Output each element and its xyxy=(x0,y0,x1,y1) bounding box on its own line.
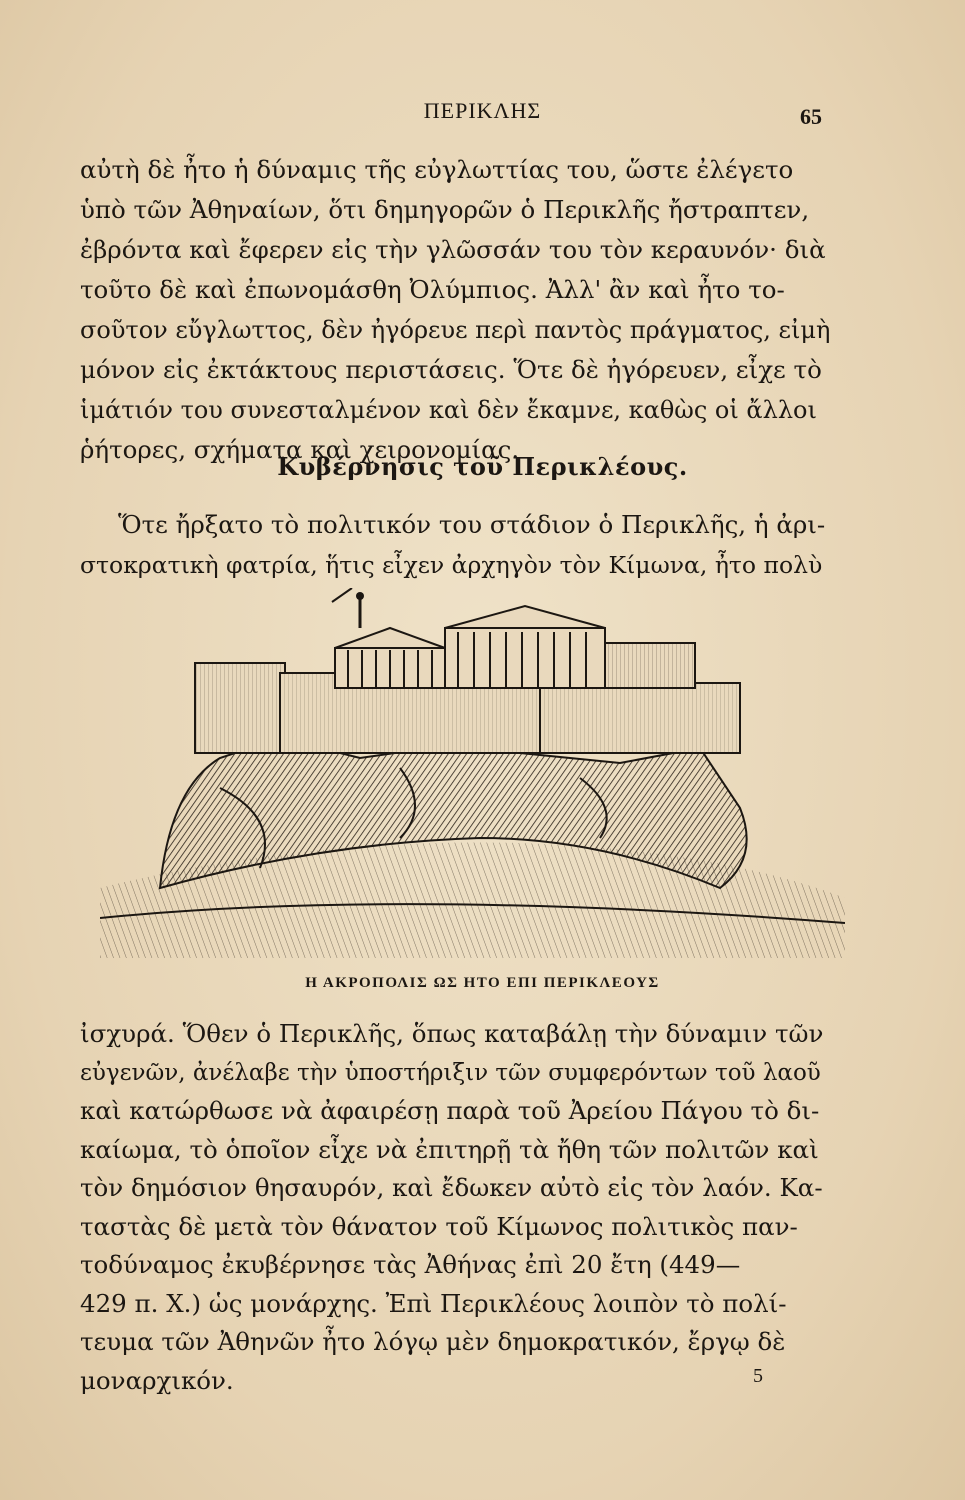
paragraph-2 xyxy=(80,505,830,585)
illustration-caption: Η ΑΚΡΟΠΟΛΙΣ ΩΣ ΗΤΟ ΕΠΙ ΠΕΡΙΚΛΕΟΥΣ xyxy=(305,975,660,991)
text-line: 429 π. Χ.) ὡς μονάρχης. Ἐπὶ Περικλέους λοιπὸν τὸ πολί- xyxy=(80,1288,787,1318)
text-line: καίωμα, τὸ ὁποῖον εἶχε νὰ ἐπιτηρῇ τὰ ἤθη τῶν πολιτῶν καὶ xyxy=(80,1134,819,1164)
page-number-top: 65 xyxy=(800,104,822,129)
page-number-bottom: 5 xyxy=(753,1365,763,1387)
section-heading: Κυβέρνησις τοῦ Περικλέους. xyxy=(277,452,688,481)
text-line: μόνον εἰς ἐκτάκτους περιστάσεις. Ὅτε δὲ ἠγόρευεν, εἶχε τὸ xyxy=(80,355,822,384)
text-line: στοκρατικὴ φατρία, ἥτις εἶχεν ἀρχηγὸν τὸν Κίμωνα, ἦτο πολὺ xyxy=(80,551,823,579)
text-line: αὐτὴ δὲ ἦτο ἡ δύναμις τῆς εὐγλωττίας του, ὥστε ἐλέγετο xyxy=(80,155,794,184)
text-line: τοδύναμος ἐκυβέρνησε τὰς Ἀθήνας ἐπὶ 20 ἔτη (449— xyxy=(80,1250,741,1279)
text-line: εὐγενῶν, ἀνέλαβε τὴν ὑποστήριξιν τῶν συμφερόντων τοῦ λαοῦ xyxy=(80,1059,821,1086)
text-line: ταστὰς δὲ μετὰ τὸν θάνατον τοῦ Κίμωνος πολιτικὸς παν- xyxy=(80,1211,798,1241)
text-line: τοῦτο δὲ καὶ ἐπωνομάσθη Ὀλύμπιος. Ἀλλ' ἂν καὶ ἦτο το- xyxy=(80,275,785,304)
text-line: ἐβρόντα καὶ ἔφερεν εἰς τὴν γλῶσσάν του τὸν κεραυνόν· διὰ xyxy=(80,235,826,264)
paragraph-3 xyxy=(80,1015,830,1400)
text-line: καὶ κατώρθωσε νὰ ἀφαιρέσῃ παρὰ τοῦ Ἀρείου Πάγου τὸ δι- xyxy=(80,1096,820,1125)
text-line: σοῦτον εὔγλωττος, δὲν ἠγόρευε περὶ παντὸς πράγματος, εἰμὴ xyxy=(80,316,831,344)
text-line: τευμα τῶν Ἀθηνῶν ἦτο λόγῳ μὲν δημοκρατικόν, ἔργῳ δὲ xyxy=(80,1327,786,1356)
text-line: ἰσχυρά. Ὅθεν ὁ Περικλῆς, ὅπως καταβάλῃ τὴν δύναμιν τῶν xyxy=(80,1019,824,1048)
paragraph-1 xyxy=(80,150,830,470)
acropolis-engraving xyxy=(100,588,845,958)
text-line: ῥήτορες, σχήματα καὶ χειρονομίας. xyxy=(80,435,520,464)
text-line: τὸν δημόσιον θησαυρόν, καὶ ἔδωκεν αὐτὸ εἰς τὸν λαόν. Κα- xyxy=(80,1173,823,1202)
running-head: ΠΕΡΙΚΛΗΣ xyxy=(423,98,542,123)
text-line: Ὅτε ἤρξατο τὸ πολιτικόν του στάδιον ὁ Περικλῆς, ἡ ἀρι- xyxy=(118,510,826,539)
text-line: ἱμάτιόν του συνεσταλμένον καὶ δὲν ἔκαμνε, καθὼς οἱ ἄλλοι xyxy=(80,396,817,424)
text-line: ὑπὸ τῶν Ἀθηναίων, ὅτι δημηγορῶν ὁ Περικλῆς ἤστραπτεν, xyxy=(80,195,810,224)
text-line: μοναρχικόν. xyxy=(80,1365,234,1395)
